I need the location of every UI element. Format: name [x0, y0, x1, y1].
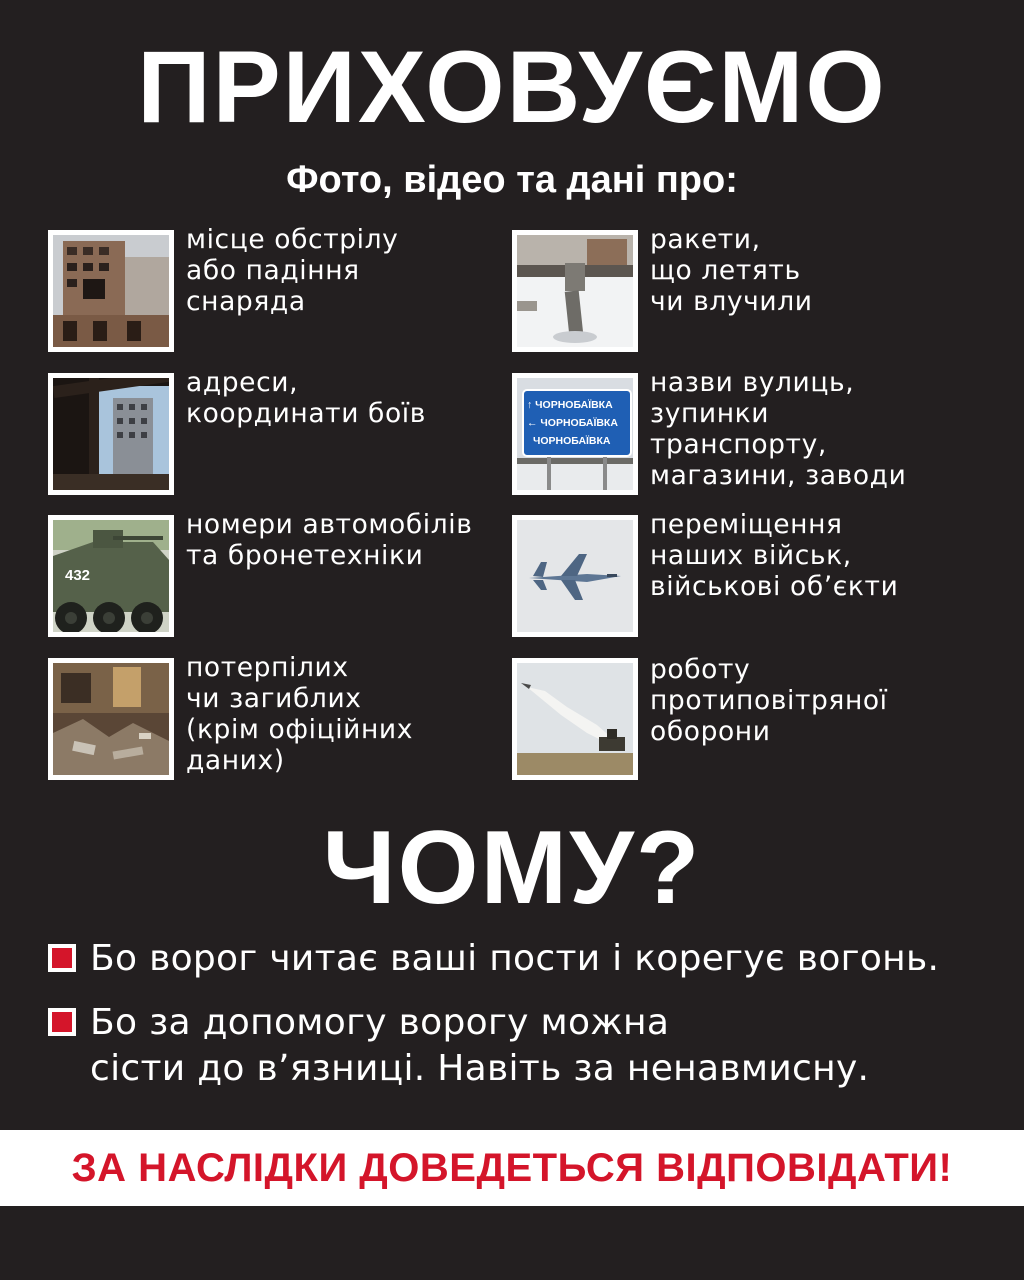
building-through-window-photo [48, 373, 174, 495]
sign-line-2: ← ЧОРНОБАЇВКА [527, 417, 618, 429]
item-label: ракети, що летять чи влучили [650, 224, 813, 317]
page-subtitle: Фото, відео та дані про: [286, 159, 738, 201]
item-label: роботу протиповітряної оборони [650, 654, 888, 747]
item-label: адреси, координати боїв [186, 367, 426, 429]
page-title: ПРИХОВУЄМО [137, 30, 887, 144]
rocket-in-snow-photo [512, 230, 638, 352]
damaged-building-photo [48, 230, 174, 352]
item-label: переміщення наших військ, військові об’єкти [650, 509, 899, 602]
fighter-jet-photo [512, 515, 638, 637]
warning-banner [0, 1130, 1024, 1206]
banner-text: ЗА НАСЛІДКИ ДОВЕДЕТЬСЯ ВІДПОВІДАТИ! [71, 1146, 953, 1190]
destroyed-room-photo [48, 658, 174, 780]
reason-text: Бо за допомогу ворогу можна сісти до в’язниці. Навіть за ненавмисну. [90, 1002, 870, 1089]
sign-line-1: ↑ ЧОРНОБАЇВКА [527, 399, 613, 411]
vehicle-number: 432 [65, 567, 91, 584]
item-label: назви вулиць, зупинки транспорту, магазини, заводи [650, 367, 907, 491]
reason-text: Бо ворог читає ваші пости і корегує вогонь. [90, 938, 940, 979]
checkbox-bullet-icon [48, 1008, 76, 1036]
section-title-why: ЧОМУ? [322, 810, 702, 926]
item-label: місце обстрілу або падіння снаряда [186, 224, 399, 317]
item-label: номери автомобілів та бронетехніки [186, 509, 473, 571]
missile-launch-photo [512, 658, 638, 780]
item-label: потерпілих чи загиблих (крім офіційних даних) [186, 652, 414, 776]
road-sign-photo [512, 373, 638, 495]
armored-vehicle-photo [48, 515, 174, 637]
checkbox-bullet-icon [48, 944, 76, 972]
sign-line-3: ЧОРНОБАЇВКА [533, 435, 611, 447]
